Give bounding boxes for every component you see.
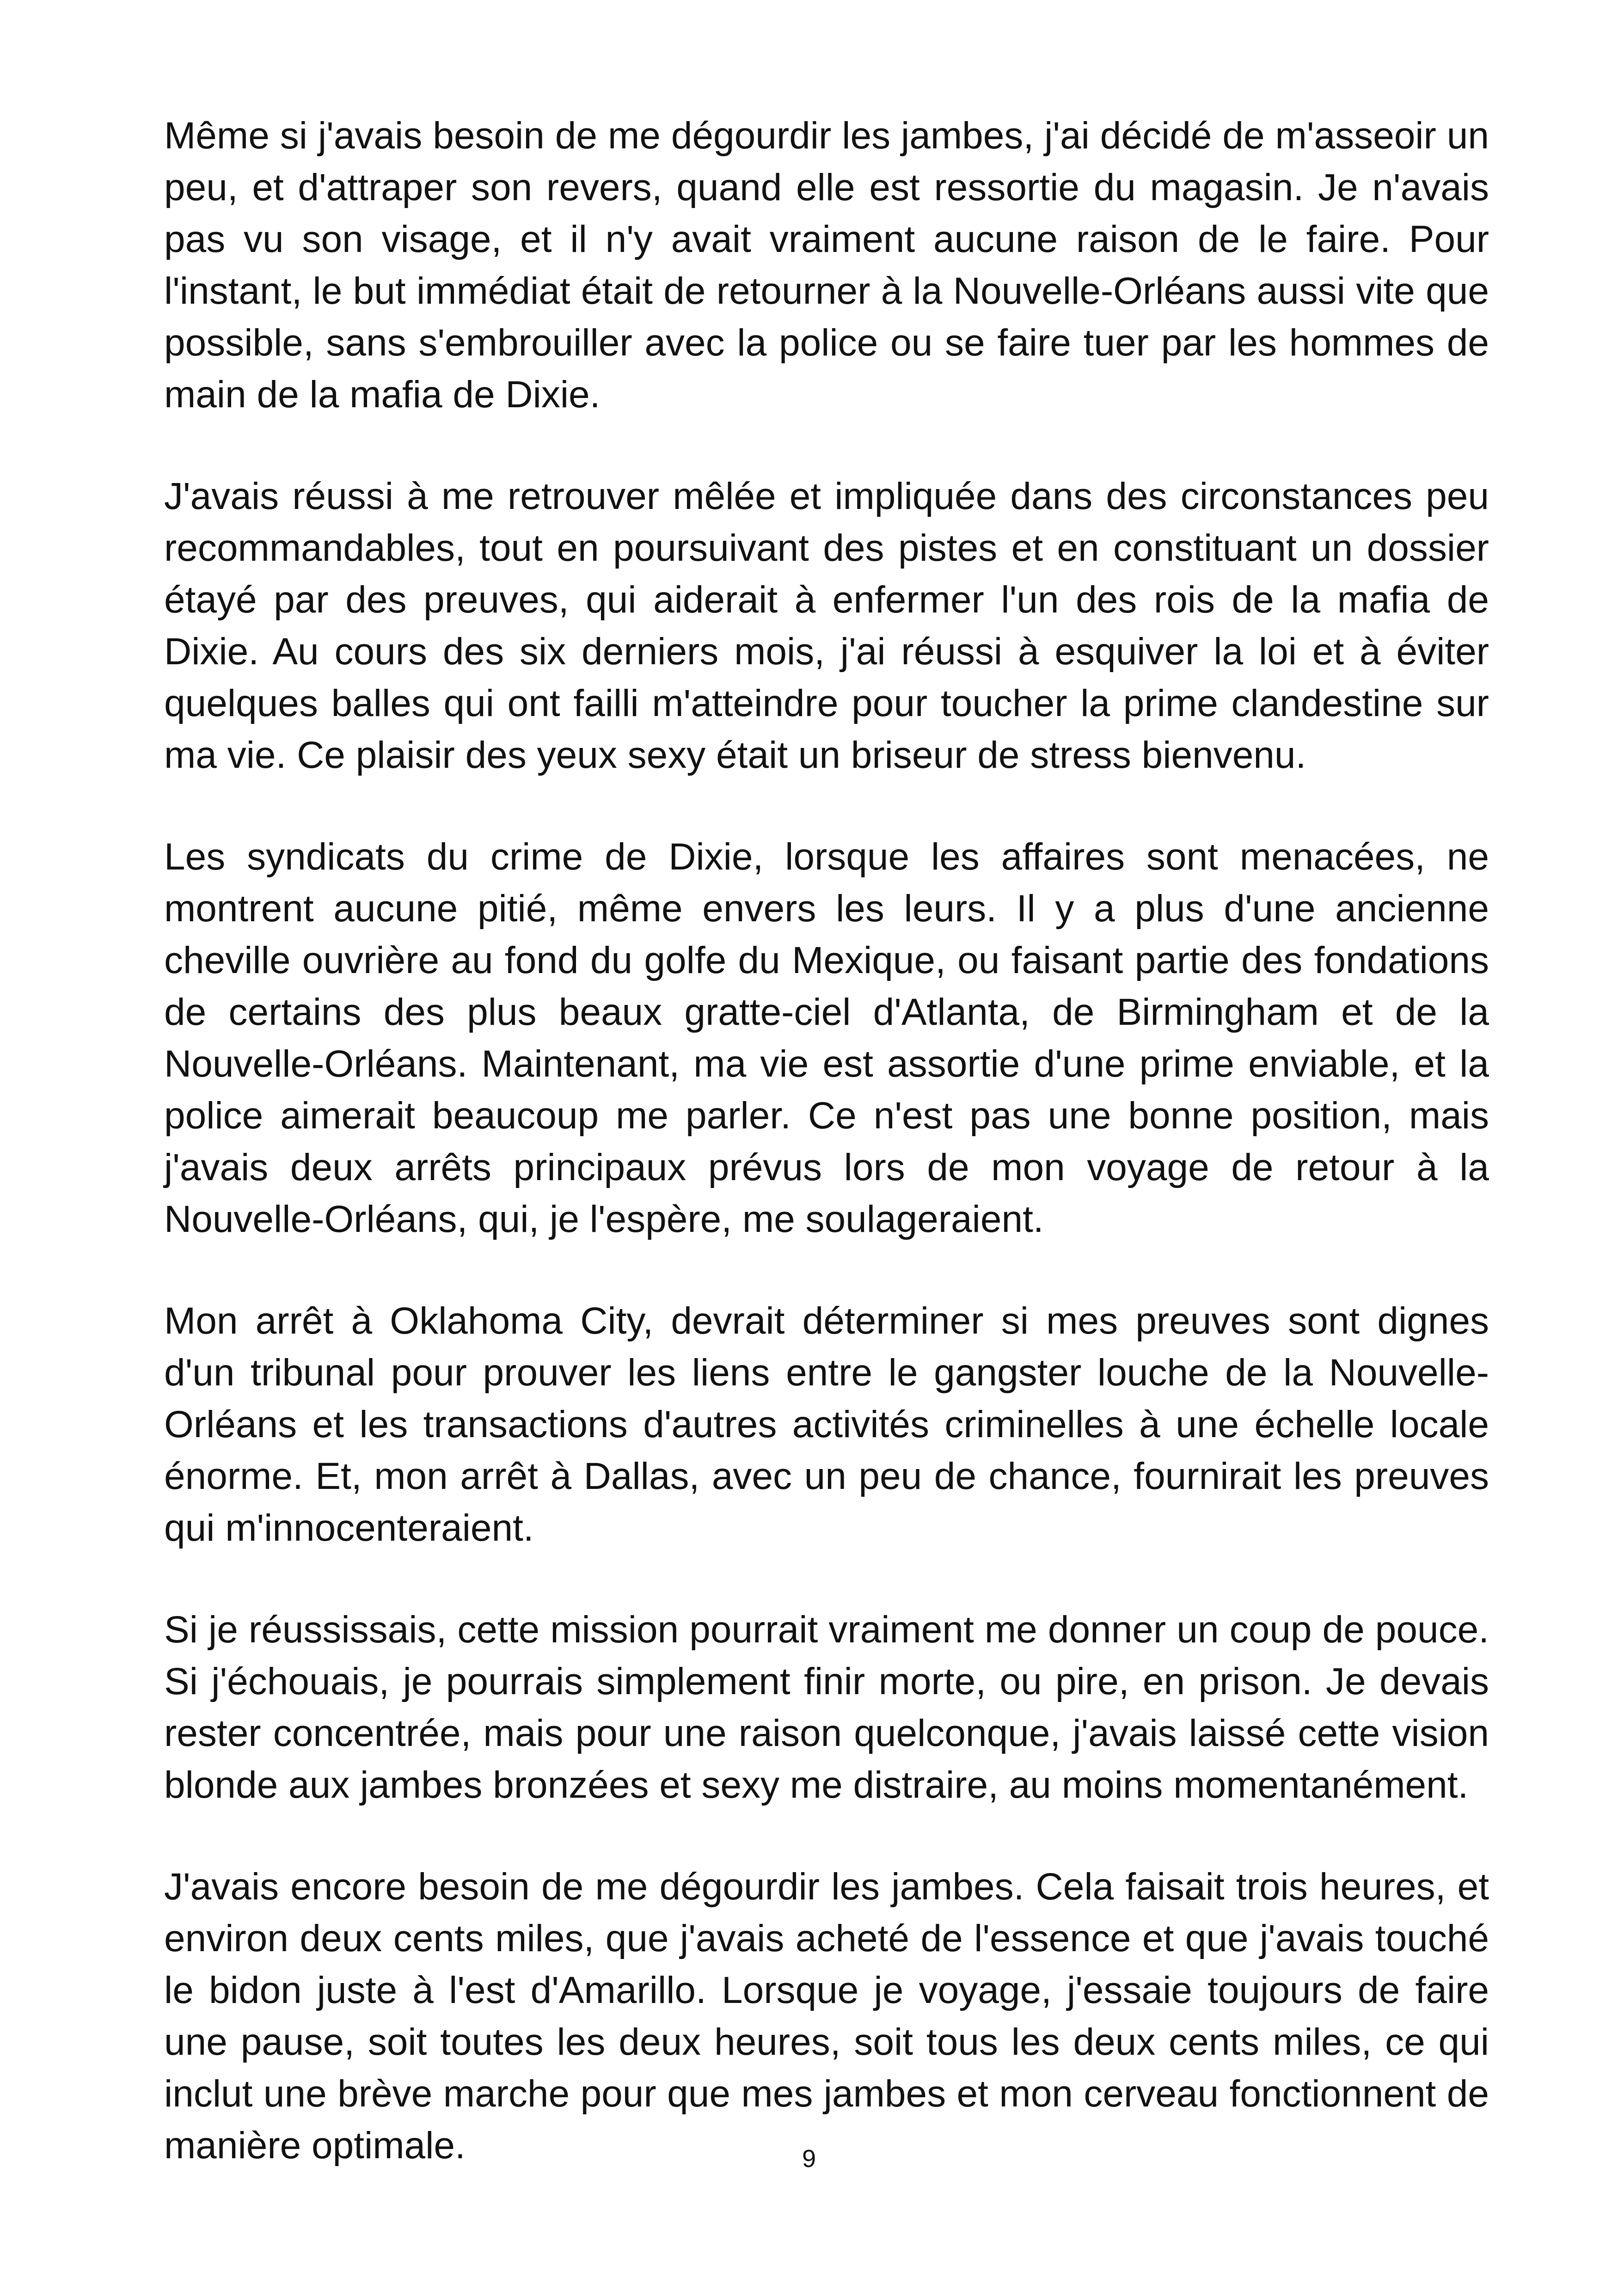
paragraph-5: Si je réussissais, cette mission pourrait vraiment me donner un coup de pouce. Si j'échouais, je pourrais simplement finir morte, ou pire, en prison. Je devais rester concentrée, mais pour une raison quelconque, j'avais laissé cette vision blonde aux jambes bronzées et sexy me distraire, au moins momentanément. xyxy=(164,1609,1489,1806)
paragraph-6: J'avais encore besoin de me dégourdir les jambes. Cela faisait trois heures, et environ deux cents miles, que j'avais acheté de l'essence et que j'avais touché le bidon juste à l'est d'Amarillo. Lorsque je voyage, j'essaie toujours de faire une pause, soit toutes les deux heures, soit tous les deux cents miles, ce qui inclut une brève marche pour que mes jambes et mon cerveau fonctionnent de manière optimale. xyxy=(164,1866,1489,2167)
paragraph-2: J'avais réussi à me retrouver mêlée et impliquée dans des circonstances peu recommandables, tout en poursuivant des pistes et en constituant un dossier étayé par des preuves, qui aiderait à enfermer l'un des rois de la mafia de Dixie. Au cours des six derniers mois, j'ai réussi à esquiver la loi et à éviter quelques balles qui ont failli m'atteindre pour toucher la prime clandestine sur ma vie. Ce plaisir des yeux sexy était un briseur de stress bienvenu. xyxy=(164,475,1489,776)
paragraph-1: Même si j'avais besoin de me dégourdir les jambes, j'ai décidé de m'asseoir un peu, et d'attraper son revers, quand elle est ressortie du magasin. Je n'avais pas vu son visage, et il n'y avait vraiment aucune raison de le faire. Pour l'instant, le but immédiat était de retourner à la Nouvelle-Orléans aussi vite que possible, sans s'embrouiller avec la police ou se faire tuer par les hommes de main de la mafia de Dixie. xyxy=(164,115,1489,416)
body-text xyxy=(164,110,1489,2172)
paragraph-3: Les syndicats du crime de Dixie, lorsque les affaires sont menacées, ne montrent aucune pitié, même envers les leurs. Il y a plus d'une ancienne cheville ouvrière au fond du golfe du Mexique, ou faisant partie des fondations de certains des plus beaux gratte-ciel d'Atlanta, de Birmingham et de la Nouvelle-Orléans. Maintenant, ma vie est assortie d'une prime enviable, et la police aimerait beaucoup me parler. Ce n'est pas une bonne position, mais j'avais deux arrêts principaux prévus lors de mon voyage de retour à la Nouvelle-Orléans, qui, je l'espère, me soulageraient. xyxy=(164,836,1489,1240)
page-number: 9 xyxy=(802,2145,816,2173)
paragraph-4: Mon arrêt à Oklahoma City, devrait déterminer si mes preuves sont dignes d'un tribunal pour prouver les liens entre le gangster louche de la Nouvelle-Orléans et les transactions d'autres activités criminelles à une échelle locale énorme. Et, mon arrêt à Dallas, avec un peu de chance, fournirait les preuves qui m'innocenteraient. xyxy=(164,1300,1489,1549)
